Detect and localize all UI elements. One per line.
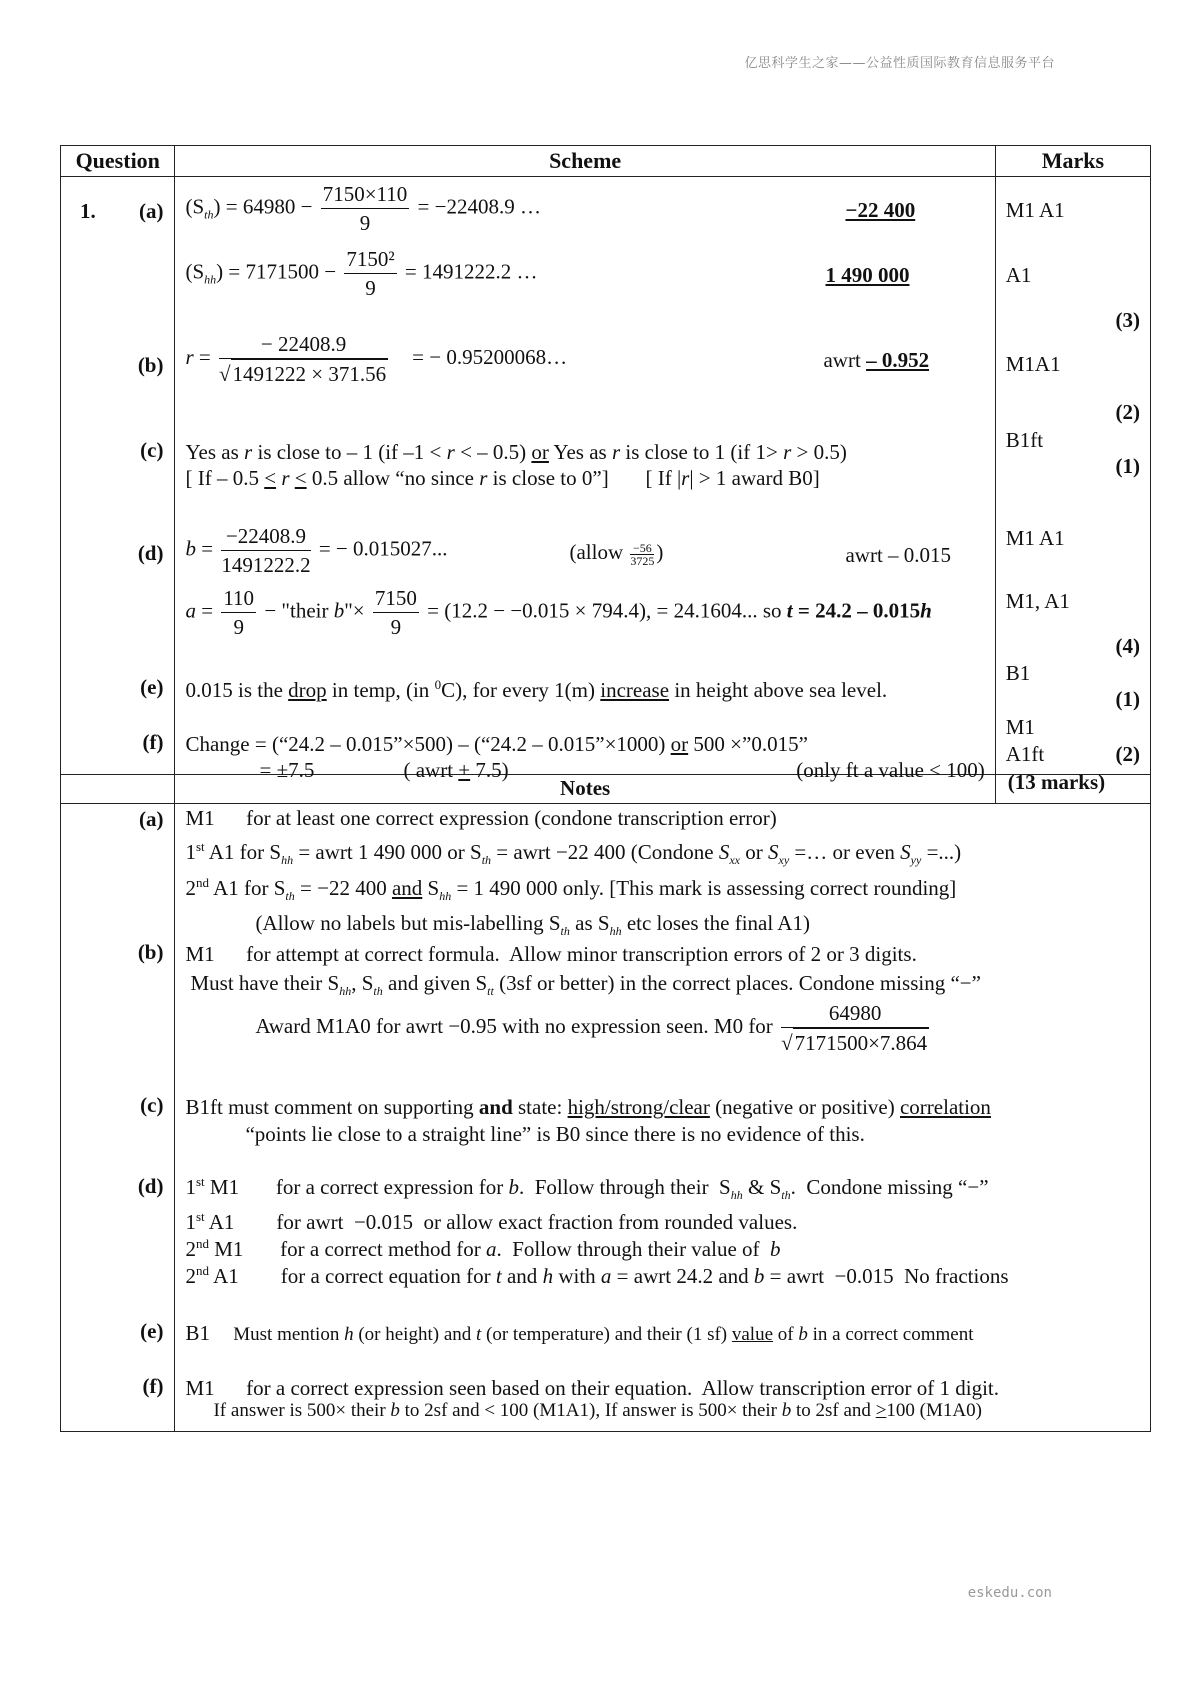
note-c-line-2: “points lie close to a straight line” is B0 since there is no evidence of this.: [245, 1122, 865, 1146]
note-a-line-2: 1st A1 for $S_{hh}$ = awrt 1 490 000 or $S_{th}$ = awrt −22 400 (Condone $S_{xx}$ or $S_{xy}$ =… or even $S_{yy}$ =...): [185, 839, 962, 868]
table-header-row: [61, 146, 1151, 177]
interpretation-line-1: Yes as r is close to – 1 (if –1 < r < – 0.5) or Yes as r is close to 1 (if 1> r > 0.5): [185, 440, 847, 464]
part-label-e: (e): [140, 675, 164, 699]
note-b-line-1: M1 for attempt at correct formula. Allow minor transcription errors of 2 or 3 digits.: [185, 942, 917, 966]
marks-e: B1: [1005, 661, 1031, 685]
r-calculation: r = $\frac{- 22408.9}{√1491222 \times 371.56}$ = − 0.95200068…: [185, 332, 568, 386]
column-header-question: Question: [61, 146, 175, 177]
marks-column: [995, 177, 1150, 794]
part-label-a: (a): [138, 199, 164, 223]
r-answer: awrt – 0.952: [823, 348, 930, 372]
note-b-line-2: Must have their $S_{hh}$, $S_{th}$ and given $S_{tt}$ (3sf or better) in the correct places. Condone missing “−”: [190, 971, 981, 999]
note-label-f: (f): [142, 1374, 164, 1398]
note-a-line-3: 2nd A1 for $S_{th} = -22$ 400 and $S_{hh} = 1$ 490 000 only. [This mark is assessing correct rounding]: [185, 875, 957, 904]
change-awrt: ( awrt + 7.5): [403, 758, 509, 782]
fraction: $\frac{64980}{√7171500\times 7.864}$: [781, 1001, 928, 1055]
note-d-line-2: 1st A1 for awrt −0.015 or allow exact fraction from rounded values.: [185, 1209, 798, 1234]
marks-a1: M1 A1: [1005, 198, 1065, 222]
notes-row: [61, 804, 1151, 1432]
total-d: (4): [1115, 634, 1140, 658]
intercept-calculation: a = $\frac{110}{9}$ − "their b"× $\frac{7150}{9}$ = (12.2 − −0.015 × 794.4), = 24.1604... so t = 24.2 – 0.015h: [185, 586, 932, 639]
scheme-row: [61, 177, 1151, 775]
gradient-awrt: awrt – 0.015: [845, 543, 952, 567]
marks-d1: M1 A1: [1005, 526, 1065, 550]
interpretation-of-b: 0.015 is the drop in temp, (in $^0$C), for every 1(m) increase in height above sea level.: [185, 677, 888, 702]
sth-calculation: $(S_{th}) = 64980$ − $\frac{7150\times 110}{9}$ = −22408.9 …: [185, 182, 541, 235]
shh-calculation: $(S_{hh}) = 7171500$ − $\frac{\text{7150²}}{9}$ = 1491222.2 …: [185, 247, 538, 300]
notes-heading: Notes: [175, 775, 995, 804]
part-label-b: (b): [137, 353, 164, 377]
marks-a2: A1: [1005, 263, 1032, 287]
marks-c: B1ft: [1005, 428, 1044, 452]
fraction: $\frac{7150\times 110}{9}$: [322, 182, 408, 235]
change-result: = ±7.5: [259, 758, 315, 782]
column-header-marks: Marks: [995, 146, 1150, 177]
notes-column: [175, 804, 1151, 1432]
fraction: $\frac{-22408.9}{1491222.2}$: [221, 524, 311, 577]
marks-f1: M1: [1005, 715, 1035, 739]
fraction: $\frac{- 22408.9}{√1491222 \times 371.56}$: [219, 332, 387, 386]
total-b: (2): [1115, 400, 1140, 424]
sth-answer: −22 400: [845, 198, 916, 222]
note-a-line-1: M1 for at least one correct expression (condone transcription error): [185, 806, 777, 830]
notes-label-column: [61, 804, 175, 1432]
grand-total: (13 marks): [1007, 770, 1106, 794]
marks-d2: M1, A1: [1005, 589, 1070, 613]
mark-scheme-table: [60, 145, 1151, 1432]
part-label-c: (c): [140, 438, 164, 462]
page-header-text: 亿思科学生之家——公益性质国际教育信息服务平台: [744, 56, 1055, 71]
column-header-scheme: Scheme: [175, 146, 995, 177]
total-a: (3): [1115, 308, 1140, 332]
allow-fraction: (allow $\frac{-56}{3725}$ ): [569, 540, 664, 568]
change-calculation: Change = (“24.2 – 0.015”×500) – (“24.2 – 0.015”×1000) or 500 ×”0.015”: [185, 732, 808, 756]
note-d-line-1: 1st M1 for a correct expression for b. Follow through their $S_{hh}$ & $S_{th}$. Condone missing “−”: [185, 1174, 989, 1203]
marks-f2: A1ft: [1005, 742, 1045, 766]
fraction: $\frac{110}{9}$: [223, 586, 255, 639]
interpretation-line-2: [ If – 0.5 < r < 0.5 allow “no since r is close to 0”] [ If |r| > 1 award B0]: [185, 466, 820, 490]
scheme-column: [175, 177, 995, 782]
note-b-line-3: Award M1A0 for awrt −0.95 with no expression seen. M0 for $\frac{64980}{√7171500\times 7.864}$: [255, 1001, 928, 1055]
note-label-b: (b): [137, 940, 164, 964]
fraction: $\frac{\text{7150²}}{9}$: [346, 247, 395, 300]
part-label-d: (d): [137, 541, 164, 565]
note-f-line-1: M1 for a correct expression seen based on their equation. Allow transcription error of 1 digit.: [185, 1376, 1000, 1400]
question-number: 1.: [80, 199, 96, 223]
note-f-line-2: If answer is 500× their b to 2sf and < 100 (M1A1), If answer is 500× their b to 2sf and >100 (M1A0): [213, 1400, 982, 1421]
note-e-line-1: B1 Must mention h (or height) and t (or temperature) and their (1 sf) value of b in a correct comment: [185, 1321, 974, 1345]
note-c-line-1: B1ft must comment on supporting and state: high/strong/clear (negative or positive) correlation: [185, 1095, 991, 1119]
total-f: (2): [1115, 742, 1140, 766]
note-label-a: (a): [138, 807, 164, 831]
question-column: [61, 177, 175, 775]
total-e: (1): [1115, 687, 1140, 711]
note-d-line-3: 2nd M1 for a correct method for a. Follow through their value of b: [185, 1236, 781, 1261]
marks-b: M1A1: [1005, 352, 1061, 376]
note-label-e: (e): [140, 1319, 164, 1343]
shh-answer: 1 490 000: [825, 263, 910, 287]
fraction: $\frac{7150}{9}$: [374, 586, 417, 639]
page-footer-text: eskedu.con: [967, 1585, 1052, 1601]
note-a-line-4: (Allow no labels but mis-labelling $S_{th}$ as $S_{hh}$ etc loses the final A1): [255, 911, 810, 939]
note-label-d: (d): [137, 1174, 164, 1198]
note-d-line-4: 2nd A1 for a correct equation for t and h with a = awrt 24.2 and b = awrt −0.015 No fractions: [185, 1263, 1009, 1288]
total-c: (1): [1115, 454, 1140, 478]
gradient-calculation: b = $\frac{-22408.9}{1491222.2}$ = − 0.015027...: [185, 524, 448, 577]
part-label-f: (f): [142, 730, 164, 754]
follow-through-condition: (only ft a value < 100): [796, 758, 985, 782]
small-fraction: $\frac{-56}{3725}$: [630, 540, 655, 568]
notes-header-row: [61, 775, 1151, 804]
note-label-c: (c): [140, 1093, 164, 1117]
